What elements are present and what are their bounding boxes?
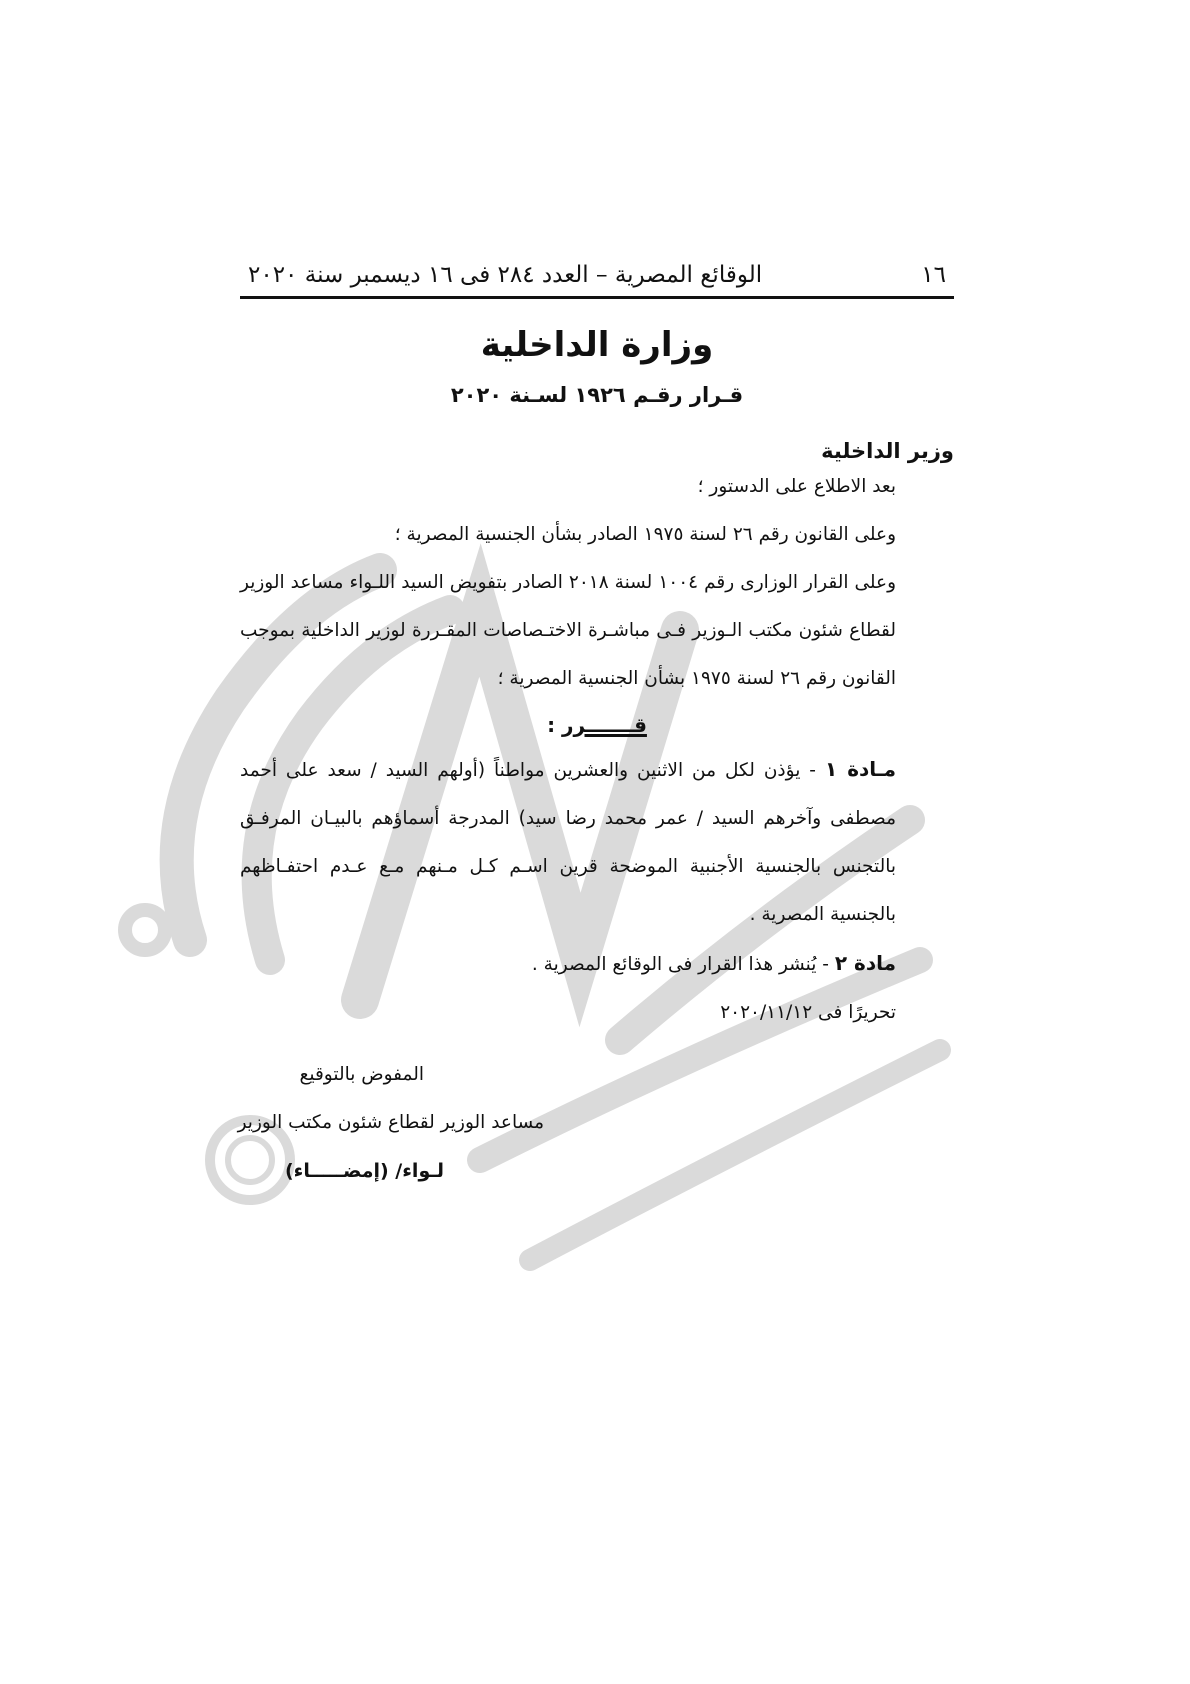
document-body [237,262,954,1195]
decision-heading [240,705,954,745]
preamble-1: بعد الاطلاع على الدستور ؛ [697,476,896,497]
preamble-3: وعلى القرار الوزارى رقم ١٠٠٤ لسنة ٢٠١٨ الصادر بتفويض السيد اللـواء مساعد الوزير لقطاع شئون مكتب الـوزير فـى مباشـرة الاختـصاصات المقـررة لوزير الداخلية بموجب القانون رقم ٢٦ لسنة ١٩٧٥ بشأن الجنسية المصرية ؛ [240,572,897,689]
article-2-label: مادة ٢ [834,951,896,975]
publication-info: الوقائع المصرية – العدد ٢٨٤ فى ١٦ ديسمبر سنة ٢٠٢٠ [248,262,763,288]
decision-label: قـــــــرر [562,713,647,737]
minister-heading: وزير الداخلية [821,439,954,463]
article-2-text: - يُنشر هذا القرار فى الوقائع المصرية . [531,954,835,975]
signature-authorized: المفوض بالتوقيع [299,1064,424,1085]
signature-title: مساعد الوزير لقطاع شئون مكتب الوزير [237,1112,544,1133]
running-header [240,262,954,299]
article-2 [240,939,954,989]
preamble-2: وعلى القانون رقم ٢٦ لسنة ١٩٧٥ الصادر بشأن الجنسية المصرية ؛ [394,524,896,545]
decree-number: قـرار رقـم ١٩٢٦ لسـنة ٢٠٢٠ [450,383,744,407]
decision-colon: : [547,713,563,737]
date-line: تحريرًا فى ٢٠٢٠/١١/١٢ [720,1002,896,1023]
page-number: ١٦ [921,262,946,288]
signature-name: لـواء/ (إمضـــــاء) [284,1160,444,1182]
article-1 [240,745,954,939]
article-1-label: مـادة ١ [824,757,896,781]
article-1-text: - يؤذن لكل من الاثنين والعشرين مواطناً (أولهم السيد / سعد على أحمد مصطفى وآخرهم السيد / عمر محمد رضا سيد) المدرجة أسماؤهم بالبيـان المرفـق بالتجنس بالجنسية الأجنبية الموضحة قرين اسـم كـل مـنهم مـع عـدم احتفـاظهم بالجنسية المصرية . [240,760,896,925]
signature-block [237,1051,954,1195]
ministry-title: وزارة الداخلية [480,325,714,365]
